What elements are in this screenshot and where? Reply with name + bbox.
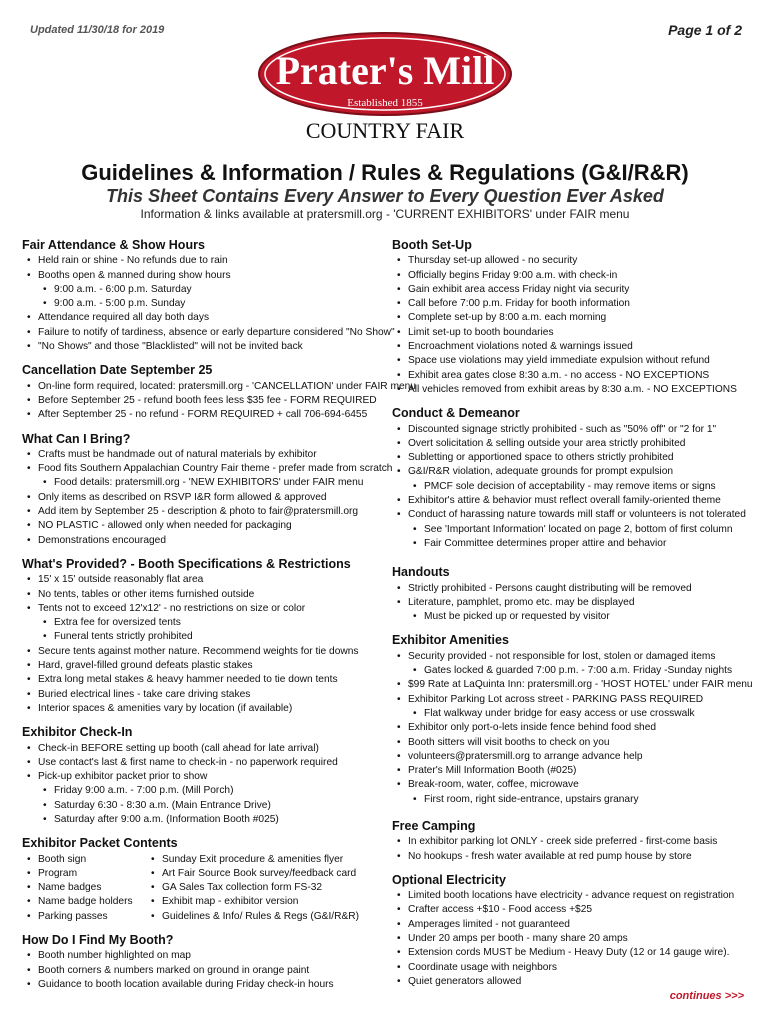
section-heading: Fair Attendance & Show Hours	[22, 238, 205, 252]
list-item: • Extra long metal stakes & heavy hammer needed to tie down tents	[22, 673, 382, 687]
section-heading: Conduct & Demeanor	[392, 406, 520, 421]
list-item: • Food details: pratersmill.org - 'NEW EXHIBITORS' under FAIR menu	[22, 476, 382, 490]
list-item: • Saturday 6:30 - 8:30 a.m. (Main Entrance Drive)	[22, 799, 382, 813]
list-item: • Exhibit map - exhibitor version	[146, 895, 359, 909]
list-item: • Conduct of harassing nature towards mill staff or volunteers is not tolerated	[392, 508, 752, 522]
list-item: • Fair Committee determines proper attire and behavior	[392, 537, 752, 551]
find-booth-list	[22, 949, 382, 992]
list-item: • Call before 7:00 p.m. Friday for booth information	[392, 297, 752, 311]
section-heading: Exhibitor Check-In	[22, 725, 133, 740]
list-item: • In exhibitor parking lot ONLY - creek side preferred - first-come basis	[392, 835, 752, 849]
logo-established: Established 1855	[347, 97, 423, 109]
list-item: • First room, right side-entrance, upstairs granary	[392, 793, 752, 807]
list-item: • On-line form required, located: pratersmill.org - 'CANCELLATION' under FAIR menu	[22, 380, 382, 394]
list-item: • Secure tents against mother nature. Recommend weights for tie downs	[22, 645, 382, 659]
list-item: • Attendance required all day both days	[22, 311, 382, 325]
list-item: • 9:00 a.m. - 5:00 p.m. Sunday	[22, 297, 382, 311]
updated-date: Updated 11/30/18 for 2019	[30, 24, 165, 36]
logo-name: Prater's Mill	[275, 48, 495, 93]
left-column	[22, 238, 416, 992]
list-item: • Exhibit area gates close 8:30 a.m. - no access - NO EXCEPTIONS	[392, 369, 752, 383]
section-heading: Free Camping	[392, 818, 476, 833]
list-item: • Officially begins Friday 9:00 a.m. with check-in	[392, 269, 752, 283]
list-item: • Check-in BEFORE setting up booth (call ahead for late arrival)	[22, 742, 382, 756]
list-item: • Failure to notify of tardiness, absence or early departure considered "No Show"	[22, 326, 382, 340]
list-item: • Food fits Southern Appalachian Country Fair theme - prefer made from scratch	[22, 462, 382, 476]
packet-list-col2	[146, 853, 359, 924]
list-item: • Friday 9:00 a.m. - 7:00 p.m. (Mill Porch)	[22, 784, 382, 798]
list-item: • Booth sign	[22, 853, 146, 867]
section-heading: How Do I Find My Booth?	[22, 933, 174, 948]
list-item: • Extra fee for oversized tents	[22, 616, 382, 630]
list-item: • Subletting or apportioned space to others strictly prohibited	[392, 451, 752, 465]
logo-tagline: COUNTRY FAIR	[305, 118, 465, 143]
list-item: • Limited booth locations have electricity - advance request on registration	[392, 889, 752, 903]
list-item: • 15' x 15' outside reasonably flat area	[22, 573, 382, 587]
list-item: • Literature, pamphlet, promo etc. may be displayed	[392, 596, 752, 610]
page-title: Guidelines & Information / Rules & Regulations (G&I/R&R)	[81, 160, 689, 185]
list-item: • Sunday Exit procedure & amenities flyer	[146, 853, 359, 867]
list-item: • Exhibitor's attire & behavior must reflect overall family-oriented theme	[392, 494, 752, 508]
list-item: • Space use violations may yield immediate expulsion without refund	[392, 354, 752, 368]
section-heading: Exhibitor Amenities	[392, 633, 509, 648]
list-item: • No tents, tables or other items furnished outside	[22, 588, 382, 602]
list-item: • Buried electrical lines - take care driving stakes	[22, 688, 382, 702]
list-item: • Guidance to booth location available during Friday check-in hours	[22, 978, 382, 992]
list-item: • Coordinate usage with neighbors	[392, 961, 752, 975]
list-item: • Must be picked up or requested by visitor	[392, 610, 752, 624]
section-heading: What's Provided? - Booth Specifications & Restrictions	[22, 556, 351, 571]
list-item: • $99 Rate at LaQuinta Inn: pratersmill.org - 'HOST HOTEL' under FAIR menu	[392, 678, 752, 692]
list-item: • All vehicles removed from exhibit areas by 8:30 a.m. - NO EXCEPTIONS	[392, 383, 752, 397]
list-item: • Name badge holders	[22, 895, 146, 909]
list-item: • Hard, gravel-filled ground defeats plastic stakes	[22, 659, 382, 673]
list-item: • Funeral tents strictly prohibited	[22, 630, 382, 644]
section-heading: What Can I Bring?	[22, 431, 131, 446]
packet-contents	[22, 853, 382, 924]
list-item: • Prater's Mill Information Booth (#025)	[392, 764, 752, 778]
list-item: • Quiet generators allowed	[392, 975, 752, 989]
booth-setup-list	[392, 254, 752, 397]
list-item: • Gain exhibit area access Friday night via security	[392, 283, 752, 297]
list-item: • Pick-up exhibitor packet prior to show	[22, 770, 382, 784]
right-column	[392, 238, 752, 989]
handouts-list	[392, 582, 752, 625]
section-heading: Cancellation Date September 25	[22, 363, 213, 378]
list-item: • Thursday set-up allowed - no security	[392, 254, 752, 268]
list-item: • Booth sitters will visit booths to check on you	[392, 736, 752, 750]
page-number: Page 1 of 2	[668, 22, 742, 38]
section-heading: Booth Set-Up	[392, 238, 472, 252]
cancellation-list	[22, 380, 416, 423]
list-item: • GA Sales Tax collection form FS-32	[146, 881, 359, 895]
list-item: • No hookups - fresh water available at red pump house by store	[392, 850, 752, 864]
list-item: • Only items as described on RSVP I&R form allowed & approved	[22, 491, 382, 505]
check-in-list	[22, 742, 382, 828]
list-item: • Overt solicitation & selling outside your area strictly prohibited	[392, 437, 752, 451]
list-item: • Booths open & manned during show hours	[22, 269, 382, 283]
list-item: • Tents not to exceed 12'x12' - no restrictions on size or color	[22, 602, 382, 616]
list-item: • Crafts must be handmade out of natural materials by exhibitor	[22, 448, 382, 462]
list-item: • Under 20 amps per booth - many share 20 amps	[392, 932, 752, 946]
list-item: • After September 25 - no refund - FORM REQUIRED + call 706-694-6455	[22, 408, 382, 422]
list-item: • Name badges	[22, 881, 146, 895]
list-item: • Limit set-up to booth boundaries	[392, 326, 752, 340]
list-item: • Before September 25 - refund booth fees less $35 fee - FORM REQUIRED	[22, 394, 382, 408]
amenities-list	[392, 650, 752, 807]
list-item: • Demonstrations encouraged	[22, 534, 382, 548]
section-heading: Handouts	[392, 565, 450, 580]
info-line: Information & links available at pratersmill.org - 'CURRENT EXHIBITORS' under FAIR menu	[140, 207, 630, 221]
list-item: • See 'Important Information' located on page 2, bottom of first column	[392, 523, 752, 537]
list-item: • Encroachment violations noted & warnings issued	[392, 340, 752, 354]
attendance-list	[22, 254, 395, 354]
list-item: • Held rain or shine - No refunds due to rain	[22, 254, 382, 268]
list-item: • Strictly prohibited - Persons caught distributing will be removed	[392, 582, 752, 596]
praters-mill-logo	[0, 30, 770, 148]
list-item: • Program	[22, 867, 146, 881]
electricity-list	[392, 889, 752, 989]
list-item: • Exhibitor Parking Lot across street - PARKING PASS REQUIRED	[392, 693, 752, 707]
list-item: • 9:00 a.m. - 6:00 p.m. Saturday	[22, 283, 382, 297]
list-item: • NO PLASTIC - allowed only when needed for packaging	[22, 519, 382, 533]
list-item: • Gates locked & guarded 7:00 p.m. - 7:00 a.m. Friday -Sunday nights	[392, 664, 752, 678]
list-item: • Flat walkway under bridge for easy access or use crosswalk	[392, 707, 752, 721]
continues-link[interactable]: continues >>>	[669, 990, 744, 1002]
list-item: • G&I/R&R violation, adequate grounds for prompt expulsion	[392, 465, 752, 479]
list-item: • volunteers@pratersmill.org to arrange advance help	[392, 750, 752, 764]
list-item: • Art Fair Source Book survey/feedback card	[146, 867, 359, 881]
list-item: • Break-room, water, coffee, microwave	[392, 778, 752, 792]
packet-list-col1	[22, 853, 146, 924]
list-item: • Extension cords MUST be Medium - Heavy Duty (12 or 14 gauge wire).	[392, 946, 752, 960]
list-item: • Booth corners & numbers marked on ground in orange paint	[22, 964, 382, 978]
list-item: • Exhibitor only port-o-lets inside fence behind food shed	[392, 721, 752, 735]
list-item: • Security provided - not responsible for lost, stolen or damaged items	[392, 650, 752, 664]
conduct-list	[392, 423, 752, 552]
list-item: • Add item by September 25 - description & photo to fair@pratersmill.org	[22, 505, 382, 519]
camping-list	[392, 835, 752, 864]
list-item: • Use contact's last & first name to check-in - no paperwork required	[22, 756, 382, 770]
list-item: • Guidelines & Info/ Rules & Regs (G&I/R&R)	[146, 910, 359, 924]
list-item: • Amperages limited - not guaranteed	[392, 918, 752, 932]
list-item: • Interior spaces & amenities vary by location (if available)	[22, 702, 382, 716]
list-item: • Crafter access +$10 - Food access +$25	[392, 903, 752, 917]
what-can-i-bring-list	[22, 448, 393, 548]
booth-specs-list	[22, 573, 382, 716]
section-heading: Optional Electricity	[392, 872, 506, 887]
list-item: • Parking passes	[22, 910, 146, 924]
page-subtitle: This Sheet Contains Every Answer to Every Question Ever Asked	[106, 186, 664, 206]
list-item: • PMCF sole decision of acceptability - may remove items or signs	[392, 480, 752, 494]
list-item: • Saturday after 9:00 a.m. (Information Booth #025)	[22, 813, 382, 827]
list-item: • "No Shows" and those "Blacklisted" will not be invited back	[22, 340, 382, 354]
list-item: • Discounted signage strictly prohibited - such as "50% off" or "2 for 1"	[392, 423, 752, 437]
list-item: • Complete set-up by 8:00 a.m. each morning	[392, 311, 752, 325]
list-item: • Booth number highlighted on map	[22, 949, 382, 963]
section-heading: Exhibitor Packet Contents	[22, 836, 178, 851]
